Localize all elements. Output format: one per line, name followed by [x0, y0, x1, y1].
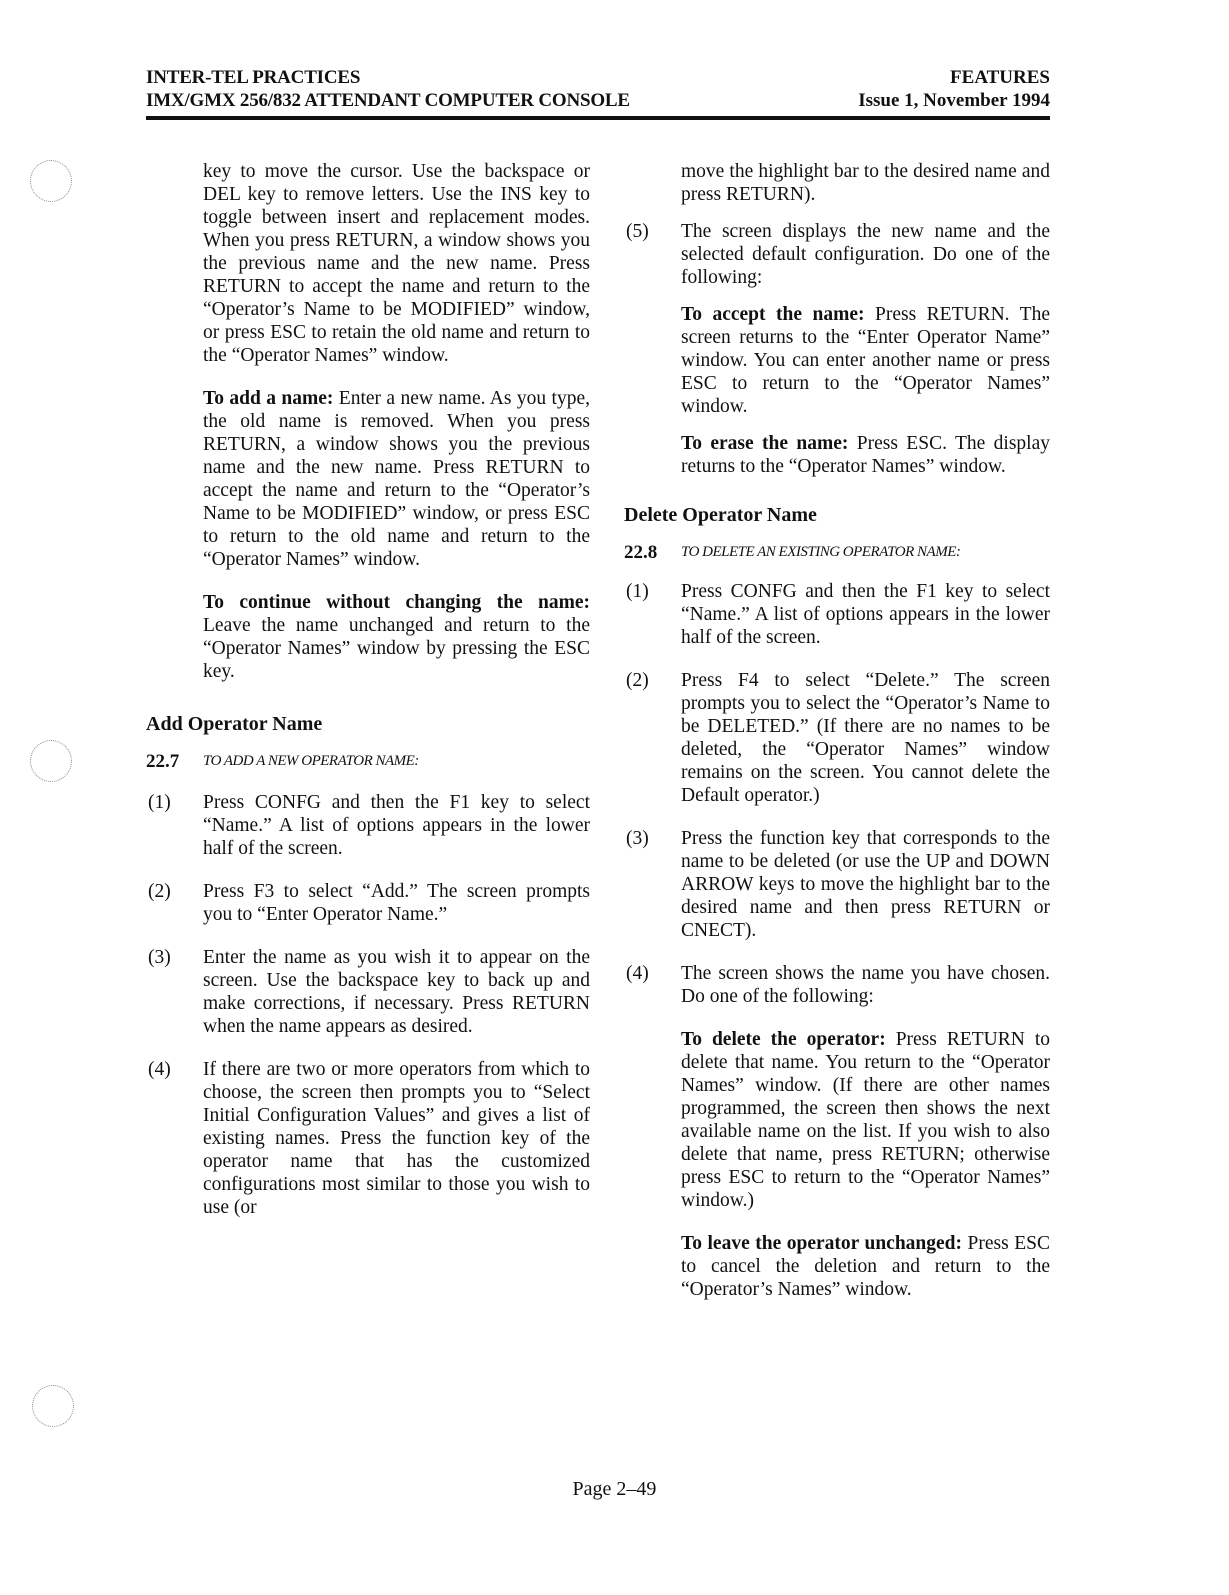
step-number: (1) [626, 581, 649, 602]
step-number: (4) [148, 1059, 171, 1080]
page-number: Page 2–49 [572, 1478, 657, 1500]
list-item [146, 1058, 590, 1219]
step-text: The screen displays the new name and the selected default configuration. Do one of the following: [681, 221, 1050, 288]
add-name-text: Enter a new name. As you type, the old name is removed. When you press RETURN, a window shows you the previous name and the new name. Press RETURN to accept the name and return to the “Operator’s Name to be MODIFIED” window, or press ESC to return to the old name and return to the “Operator Names” window. [203, 388, 590, 570]
procedure-heading-22-8 [624, 541, 1050, 564]
header-issue: Issue 1, November 1994 [858, 90, 1050, 111]
modify-continuation-paragraph: key to move the cursor. Use the backspace or DEL key to remove letters. Use the INS key to toggle between insert and replacement modes. When you press RETURN, a window shows you the previous name and the new name. Press RETURN to accept the name and return to the “Operator’s Name to be MODIFIED” window, or press ESC to retain the old name and return to the “Operator Names” window. [203, 161, 590, 366]
section-title-delete-operator: Delete Operator Name [624, 504, 817, 526]
step-number: (3) [148, 947, 171, 968]
list-item [624, 827, 1050, 942]
section-title-add-operator: Add Operator Name [146, 713, 323, 735]
leave-operator-label: To leave the operator unchanged: [681, 1233, 963, 1254]
erase-name-paragraph [681, 432, 1050, 478]
add-name-label: To add a name: [203, 388, 334, 409]
accept-name-text: Press RETURN. The screen returns to the “Enter Operator Name” window. You can enter another name or press ESC to return to the “Operator Names” window. [681, 304, 1050, 417]
delete-operator-paragraph [681, 1028, 1050, 1212]
list-item [146, 880, 590, 926]
step-text: Press CONFG and then the F1 key to select “Name.” A list of options appears in the lower half of the screen. [681, 581, 1050, 648]
running-header-left [146, 66, 630, 112]
header-section: FEATURES [950, 67, 1050, 88]
delete-operator-label: To delete the operator: [681, 1029, 886, 1050]
punch-hole-mark [30, 160, 72, 202]
erase-name-label: To erase the name: [681, 433, 849, 454]
continue-label: To continue without changing the name: [203, 592, 590, 613]
continue-text: Leave the name unchanged and return to the “Operator Names” window by pressing the ESC key. [203, 615, 590, 682]
step-text: Press F3 to select “Add.” The screen prompts you to “Enter Operator Name.” [203, 881, 590, 925]
leave-operator-paragraph [681, 1232, 1050, 1301]
step-text: Press the function key that corresponds to the name to be deleted (or use the UP and DOWN ARROW keys to move the highlight bar to the desired name and then press RETURN or CNECT). [681, 828, 1050, 941]
step-text: Press CONFG and then the F1 key to select “Name.” A list of options appears in the lower half of the screen. [203, 792, 590, 859]
list-item [624, 962, 1050, 1008]
header-product: IMX/GMX 256/832 ATTENDANT COMPUTER CONSOLE [146, 90, 630, 111]
step-text: Press F4 to select “Delete.” The screen prompts you to select the “Operator’s Name to be DELETED.” (If there are no names to be deleted, the “Operator Names” window remains on the screen. You cannot delete the Default operator.) [681, 670, 1050, 806]
step-text: If there are two or more operators from which to choose, the screen then prompts you to “Select Initial Configuration Values” and gives a list of existing names. Press the function key of the operator name that has the customized configurations most similar to those you wish to use (or [203, 1059, 590, 1218]
procedure-number: 22.7 [146, 751, 180, 772]
step-number: (5) [626, 221, 649, 242]
delete-operator-text: Press RETURN to delete that name. You return to the “Operator Names” window. (If there are other names programmed, the screen then shows the next available name on the list. If you wish to also delete that name, press RETURN; otherwise press ESC to return to the “Operator Names” window.) [681, 1029, 1051, 1211]
step-number: (3) [626, 828, 649, 849]
list-item [624, 669, 1050, 807]
step-number: (2) [626, 670, 649, 691]
step-number: (2) [148, 881, 171, 902]
step-text: Enter the name as you wish it to appear on the screen. Use the backspace key to back up and make corrections, if necessary. Press RETURN when the name appears as desired. [203, 947, 590, 1037]
accept-name-paragraph [681, 303, 1050, 418]
right-column [624, 160, 1050, 1301]
list-item [146, 791, 590, 860]
add-step4-continuation: move the highlight bar to the desired name and press RETURN). [681, 161, 1050, 205]
list-item [624, 580, 1050, 649]
add-name-paragraph [203, 387, 590, 571]
procedure-number: 22.8 [624, 542, 658, 563]
list-item [624, 220, 1050, 289]
list-item [146, 946, 590, 1038]
left-column [146, 160, 590, 1219]
running-header-right [858, 66, 1050, 112]
procedure-title: TO DELETE AN EXISTING OPERATOR NAME: [681, 544, 961, 560]
step-number: (1) [148, 792, 171, 813]
punch-hole-mark [30, 740, 72, 782]
procedure-title: TO ADD A NEW OPERATOR NAME: [203, 753, 419, 769]
step-text: The screen shows the name you have chosen. Do one of the following: [681, 963, 1050, 1007]
punch-hole-mark [32, 1385, 74, 1427]
header-rule [146, 116, 1050, 120]
procedure-heading-22-7 [146, 750, 590, 773]
header-practices: INTER-TEL PRACTICES [146, 67, 361, 88]
erase-name-text: Press ESC. The display returns to the “Operator Names” window. [681, 433, 1050, 477]
step-number: (4) [626, 963, 649, 984]
accept-name-label: To accept the name: [681, 304, 865, 325]
leave-operator-text: Press ESC to cancel the deletion and return to the “Operator’s Names” window. [681, 1233, 1050, 1300]
continue-paragraph [203, 591, 590, 683]
